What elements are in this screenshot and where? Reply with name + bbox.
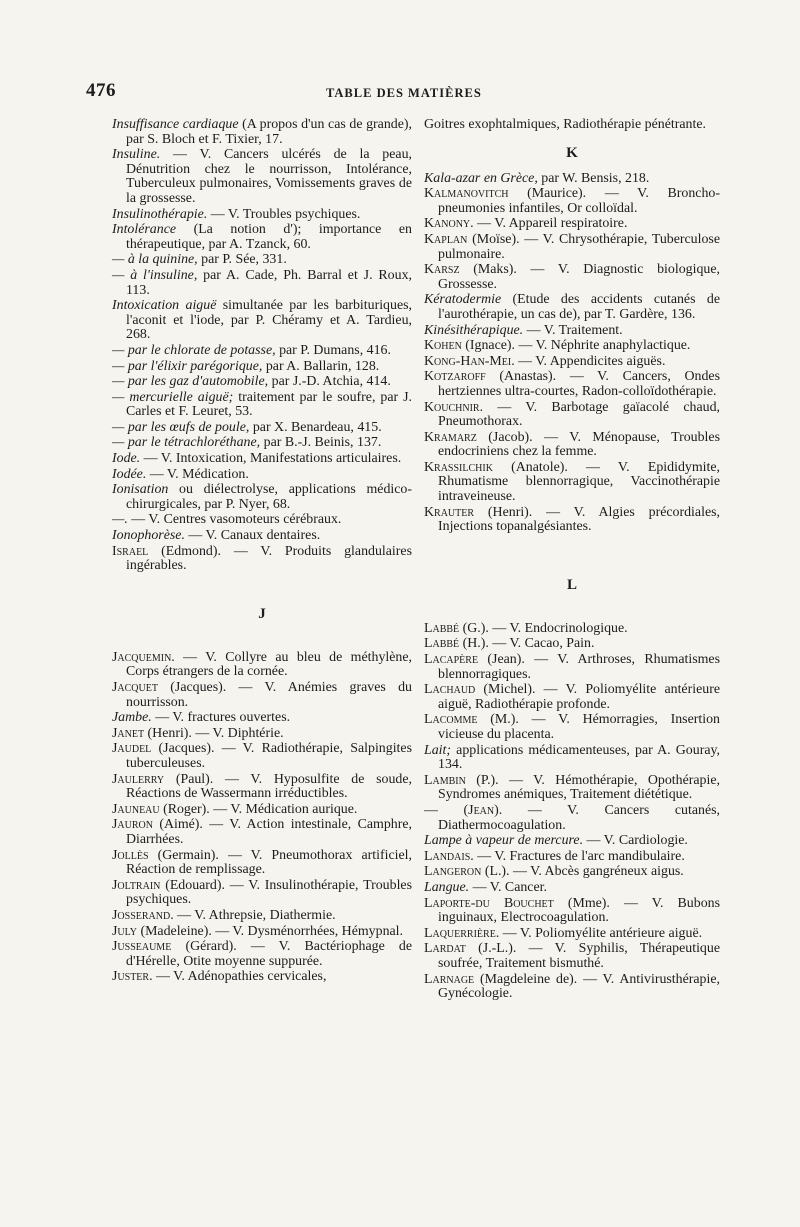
index-entry	[424, 401, 720, 430]
entry-text: par W. Bensis, 218.	[537, 170, 650, 186]
entry-heading: Jaudel	[112, 741, 152, 757]
index-entry	[112, 727, 412, 742]
entry-text: (Madeleine). — V. Dysménorrhées, Hémypnal.	[136, 923, 404, 939]
entry-text: (Jacob). — V. Ménopause, Troubles endocriniens chez la femme.	[438, 429, 720, 460]
index-entry	[112, 742, 412, 771]
entry-text: (Roger). — V. Médication aurique.	[159, 801, 358, 817]
index-entry	[112, 223, 412, 252]
entry-heading: Kératodermie	[424, 292, 502, 308]
entry-heading: July	[112, 923, 137, 939]
index-entry	[112, 118, 412, 147]
entry-text: (L.). — V. Abcès gangréneux aigus.	[481, 864, 684, 880]
entry-heading: Intoxication aiguë	[112, 298, 217, 314]
entry-text: (H.). — V. Cacao, Pain.	[459, 636, 595, 652]
entry-text: — V. Appendicites aiguës.	[514, 353, 666, 369]
page-number: 476	[86, 80, 116, 101]
entry-text: — V. Collyre au bleu de méthylène, Corps étrangers de la cornée.	[126, 649, 412, 680]
entry-text: (Henri). — V. Diphtérie.	[144, 725, 284, 741]
section-spacer	[424, 594, 720, 622]
entry-heading: Kala-azar en Grèce,	[424, 170, 538, 186]
entry-text: — V. Troubles psychiques.	[207, 206, 361, 222]
entry-heading: — par les gaz d'automobile,	[112, 374, 269, 390]
entry-heading: Langeron	[424, 864, 482, 880]
entry-text: (Edouard). — V. Insulinothérapie, Troubles psychiques.	[126, 877, 412, 908]
index-entry	[424, 653, 720, 682]
entry-text: (Gérard). — V. Bactériophage de d'Hérelle, Otite moyenne suppurée.	[126, 939, 412, 969]
index-column-right	[424, 118, 720, 1003]
index-entry	[112, 344, 412, 359]
index-entry	[424, 865, 720, 880]
entry-heading: Kanony.	[424, 216, 474, 232]
index-entry	[112, 773, 412, 802]
entry-heading: Iodée.	[112, 466, 147, 482]
entry-text: — V. Barbotage gaïacolé chaud, Pneumothorax.	[438, 399, 720, 430]
entry-heading: Krauter	[424, 504, 475, 520]
index-entry	[424, 834, 720, 849]
index-entry	[112, 513, 412, 528]
entry-heading: Lachaud	[424, 682, 476, 698]
entry-heading: Lacomme	[424, 712, 478, 728]
entry-text: — V. Centres vasomoteurs cérébraux.	[127, 512, 342, 528]
entry-text: — V. Intoxication, Manifestations articulaires.	[140, 451, 402, 467]
entry-text: (Maurice). — V. Broncho-pneumonies infantiles, Or colloïdal.	[438, 186, 720, 216]
section-spacer	[112, 575, 412, 605]
entry-text: — V. Fractures de l'arc mandibulaire.	[473, 848, 685, 864]
entry-text: — V. Appareil respiratoire.	[473, 216, 628, 232]
entry-text: (Edmond). — V. Produits glandulaires ingérables.	[126, 543, 412, 574]
entry-heading: Janet	[112, 725, 145, 741]
entry-text: — V. Cancers cutanés, Diathermocoagulation.	[438, 802, 720, 833]
entry-text: par P. Sée, 331.	[197, 252, 287, 268]
entry-heading: Labbé	[424, 636, 460, 652]
entry-heading: Kong-Han-Mei.	[424, 353, 515, 369]
entry-heading: — (Jean).	[424, 802, 503, 818]
index-entry	[424, 172, 720, 187]
entry-text: (Ignace). — V. Néphrite anaphylactique.	[461, 338, 691, 354]
entry-heading: — par le chlorate de potasse,	[112, 342, 276, 358]
entry-heading: Lait;	[424, 742, 452, 758]
index-entry	[424, 506, 720, 535]
entry-text: par X. Benardeau, 415.	[249, 419, 382, 435]
entry-heading: Jaulerry	[112, 771, 165, 787]
entry-text: (Anastas). — V. Cancers, Ondes hertziennes ultra-courtes, Radon-colloïdothérapie.	[438, 369, 720, 399]
index-entry	[424, 187, 720, 216]
entry-heading: Insuline.	[112, 147, 161, 163]
index-entry	[424, 774, 720, 803]
index-entry	[112, 391, 412, 420]
entry-text: (Germain). — V. Pneumothorax artificiel, Réaction de remplissage.	[126, 847, 412, 878]
entry-text: — V. fractures ouvertes.	[151, 710, 291, 726]
index-entry	[424, 233, 720, 262]
entry-text: (Henri). — V. Algies précordiales, Injections topanalgésiantes.	[438, 504, 720, 535]
entry-heading: Kotzaroff	[424, 369, 486, 385]
entry-text: par B.-J. Beinis, 137.	[260, 435, 382, 451]
index-entry	[424, 942, 720, 971]
entry-heading: Kalmanovitch	[424, 186, 509, 202]
entry-text: — V. Athrepsie, Diathermie.	[173, 907, 336, 923]
entry-text: (Mme). — V. Bubons inguinaux, Electrocoagulation.	[438, 895, 720, 926]
index-entry	[112, 483, 412, 512]
entry-text: (Michel). — V. Poliomyélite antérieure aiguë, Radiothérapie profonde.	[438, 682, 720, 712]
entry-heading: Jauneau	[112, 801, 160, 817]
entry-text: par P. Dumans, 416.	[275, 342, 391, 358]
entry-text: (Magdeleine de). — V. Antivirusthérapie, Gynécologie.	[438, 971, 720, 1002]
entry-heading: Insulinothérapie.	[112, 206, 208, 222]
entry-heading: Insuffisance cardiaque	[112, 117, 239, 132]
index-entry	[112, 909, 412, 924]
entry-heading: — à l'insuline,	[112, 267, 198, 283]
index-entry	[112, 375, 412, 390]
entry-heading: Josserand.	[112, 907, 174, 923]
index-entry	[112, 940, 412, 969]
index-entry	[424, 461, 720, 505]
entry-heading: Kinésithérapique.	[424, 322, 524, 338]
index-entry	[424, 339, 720, 354]
index-entry	[112, 711, 412, 726]
entry-heading: Kouchnir.	[424, 399, 484, 415]
entry-heading: Jusseaume	[112, 939, 172, 955]
entry-heading: Krassilchik	[424, 459, 493, 475]
entry-heading: Laquerrière.	[424, 925, 500, 941]
section-spacer	[424, 536, 720, 576]
entry-text: (Moïse). — V. Chrysothérapie, Tuberculose pulmonaire.	[438, 231, 720, 262]
entry-heading: Kaplan	[424, 231, 468, 247]
index-entry	[112, 148, 412, 206]
entry-text: applications médicamenteuses, par A. Gouray, 134.	[438, 742, 720, 773]
index-entry	[112, 299, 412, 343]
entry-text: (A propos d'un cas de grande), par S. Bloch et F. Tixier, 17.	[126, 117, 412, 147]
section-letter: J	[258, 605, 266, 622]
entry-text: — V. Médication.	[146, 466, 249, 482]
index-entry	[424, 744, 720, 773]
entry-text: (Maks). — V. Diagnostic biologique, Grossesse.	[438, 262, 720, 292]
index-entry	[112, 879, 412, 908]
entry-heading: Jollès	[112, 847, 149, 863]
entry-heading: Karsz	[424, 262, 460, 278]
entry-heading: Ionisation	[112, 482, 169, 498]
index-entry	[112, 360, 412, 375]
entry-heading: Kramarz	[424, 429, 477, 445]
entry-heading: — à la quinine,	[112, 252, 198, 268]
entry-text: (Paul). — V. Hyposulfite de soude, Réactions de Wassermann irréductibles.	[126, 771, 412, 802]
entry-text: (P.). — V. Hémothérapie, Opothérapie, Syndromes anémiques, Traitement diététique.	[438, 772, 720, 803]
index-entry	[112, 651, 412, 680]
entry-heading: — mercurielle aiguë;	[112, 389, 234, 405]
entry-text: (Aimé). — V. Action intestinale, Camphre, Diarrhées.	[126, 817, 412, 847]
entry-heading: — par les œufs de poule,	[112, 419, 250, 435]
index-entry	[424, 927, 720, 942]
entry-text: par A. Ballarin, 128.	[262, 358, 380, 374]
index-entry	[112, 849, 412, 878]
index-entry	[112, 208, 412, 223]
entry-text: — V. Traitement.	[523, 322, 623, 338]
index-entry	[424, 324, 720, 339]
section-letter: L	[566, 576, 577, 593]
entry-text: (Jacques). — V. Radiothérapie, Salpingites tuberculeuses.	[126, 741, 412, 771]
entry-heading: Ionophorèse.	[112, 528, 185, 544]
index-entry	[112, 818, 412, 847]
entry-heading: Laporte-du Bouchet	[424, 895, 554, 911]
entry-heading: Iode.	[112, 451, 141, 467]
entry-heading: Labbé	[424, 620, 460, 636]
index-entry	[112, 681, 412, 710]
index-column-left	[112, 118, 412, 986]
index-entry	[424, 293, 720, 322]
index-entry	[424, 217, 720, 232]
index-entry	[424, 431, 720, 460]
running-head: TABLE DES MATIÈRES	[326, 86, 482, 100]
index-entry	[424, 683, 720, 712]
index-entry	[424, 263, 720, 292]
index-entry	[424, 118, 720, 133]
entry-heading: Lacapère	[424, 652, 479, 668]
index-entry	[112, 545, 412, 574]
entry-text: (Jean). — V. Arthroses, Rhumatismes blennorragiques.	[438, 652, 720, 682]
entry-text: traitement par le soufre, par J. Carles et F. Leuret, 53.	[126, 389, 412, 420]
entry-heading: Jambe.	[112, 710, 152, 726]
entry-heading: Kohen	[424, 338, 462, 354]
index-entry	[424, 355, 720, 370]
entry-text: simultanée par les barbituriques, l'aconit et l'iode, par P. Chéramy et A. Tardieu, 268.	[126, 298, 412, 343]
entry-text: — V. Poliomyélite antérieure aiguë.	[499, 925, 703, 941]
entry-text: ou diélectrolyse, applications médico-chirurgicales, par P. Nyer, 68.	[126, 482, 412, 512]
entry-text: (Anatole). — V. Epididymite, Rhumatisme blennorragique, Vaccinothérapie intraveineuse.	[438, 459, 720, 505]
entry-text: (G.). — V. Endocrinologique.	[459, 620, 628, 636]
index-entry	[424, 973, 720, 1002]
entry-heading: —.	[112, 512, 128, 528]
entry-text: — V. Canaux dentaires.	[184, 528, 321, 544]
entry-heading: — par l'élixir parégorique,	[112, 358, 263, 374]
section-letter: K	[566, 144, 578, 161]
entry-text: — V. Cancer.	[469, 879, 547, 895]
entry-text: — V. Adénopathies cervicales,	[152, 969, 327, 985]
index-entry	[424, 370, 720, 399]
index-entry	[424, 850, 720, 865]
index-entry	[424, 897, 720, 926]
entry-text: — V. Cardiologie.	[583, 833, 688, 849]
entry-heading: Landais.	[424, 848, 474, 864]
index-entry	[424, 622, 720, 637]
entry-heading: — par le tétrachloréthane,	[112, 435, 261, 451]
index-entry	[112, 803, 412, 818]
section-spacer	[112, 623, 412, 651]
index-entry	[112, 925, 412, 940]
index-entry	[112, 468, 412, 483]
entry-heading: Langue.	[424, 879, 470, 895]
entry-text: — V. Cancers ulcérés de la peau, Dénutrition chez le nourrisson, Intolérance, Tuberculeux pulmonaires, Vomissements graves de la grossesse.	[126, 147, 412, 206]
entry-text: (J.-L.). — V. Syphilis, Thérapeutique soufrée, Traitement bismuthé.	[438, 941, 720, 971]
entry-heading: Jacquemin.	[112, 649, 175, 665]
entry-heading: Larnage	[424, 971, 475, 987]
entry-heading: Juster.	[112, 969, 153, 985]
entry-text: par A. Cade, Ph. Barral et J. Roux, 113.	[126, 267, 412, 298]
entry-text: Goitres exophtalmiques, Radiothérapie pénétrante.	[424, 117, 706, 132]
entry-text: (M.). — V. Hémorragies, Insertion vicieuse du placenta.	[438, 712, 720, 742]
index-entry	[112, 970, 412, 985]
entry-text: (La notion d'); importance en thérapeutique, par A. Tzanck, 60.	[126, 222, 412, 252]
entry-heading: Joltrain	[112, 877, 161, 893]
entry-heading: Lardat	[424, 941, 466, 957]
index-entry	[424, 637, 720, 652]
entry-heading: Intolérance	[112, 222, 177, 238]
entry-heading: Lambin	[424, 772, 466, 788]
index-entry	[112, 269, 412, 298]
entry-heading: Israel	[112, 543, 149, 559]
entry-text: (Jacques). — V. Anémies graves du nourrisson.	[126, 680, 412, 710]
entry-text: par J.-D. Atchia, 414.	[268, 374, 391, 390]
index-entry	[424, 881, 720, 896]
index-entry	[424, 804, 720, 833]
section-spacer	[424, 134, 720, 144]
entry-heading: Jacquet	[112, 680, 158, 695]
entry-heading: Lampe à vapeur de mercure.	[424, 833, 584, 849]
index-entry	[424, 713, 720, 742]
index-entry	[112, 529, 412, 544]
entry-text: (Etude des accidents cutanés de l'aurothérapie, un cas de), par T. Gardère, 136.	[438, 292, 720, 322]
index-entry	[112, 452, 412, 467]
index-entry	[112, 421, 412, 436]
index-entry	[112, 436, 412, 451]
index-entry	[112, 253, 412, 268]
entry-heading: Jauron	[112, 817, 153, 833]
